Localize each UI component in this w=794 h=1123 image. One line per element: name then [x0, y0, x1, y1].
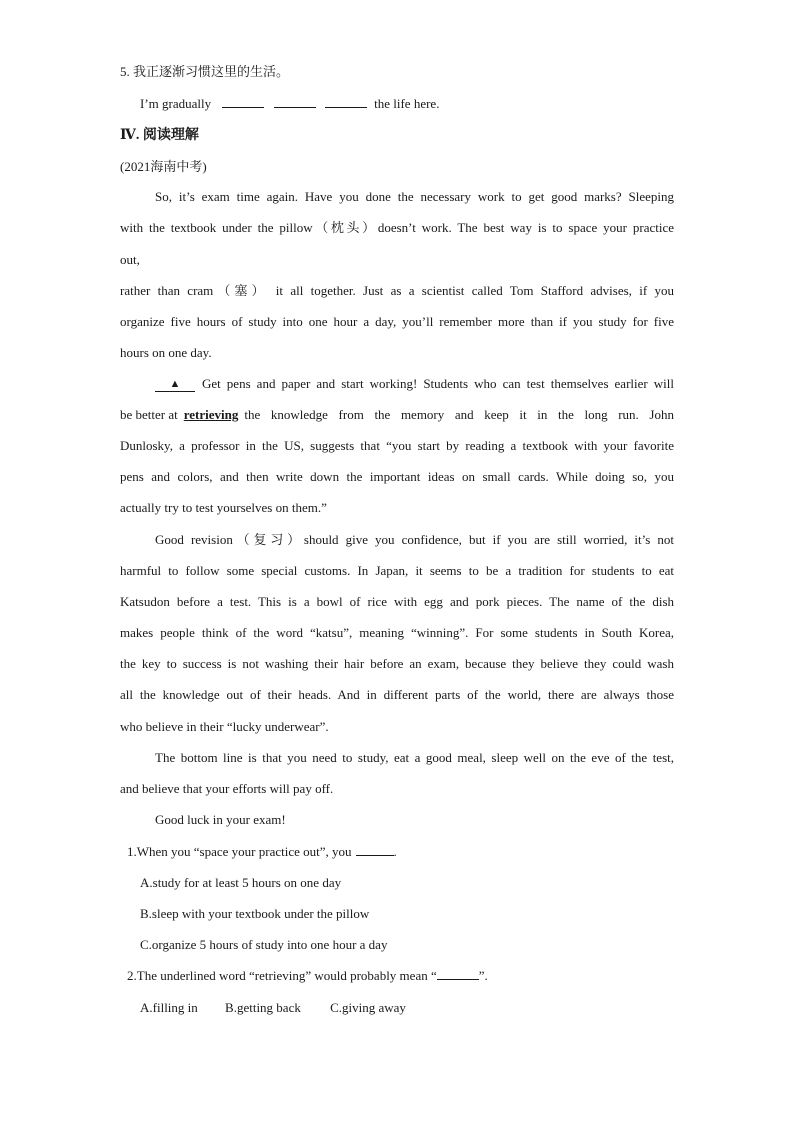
passage-line: Katsudon before a test. This is a bowl of rice with egg and pork pieces. The name of the dish	[120, 594, 674, 609]
question-2-option-c[interactable]: C.giving away	[330, 1000, 406, 1015]
passage-line: with the textbook under the pillow（枕头）doesn’t work. The best way is to space your practice	[120, 220, 674, 235]
question-text: .	[393, 844, 397, 859]
passage-line: Dunlosky, a professor in the US, suggests that “you start by reading a textbook with your favorite	[120, 438, 674, 453]
passage-line: and believe that your efforts will pay off.	[120, 781, 334, 796]
passage-line: The bottom line is that you need to study, eat a good meal, sleep well on the eve of the test,	[155, 750, 674, 765]
question-2-options	[140, 999, 406, 1017]
answer-blank[interactable]	[437, 967, 479, 980]
answer-blank-1[interactable]	[222, 95, 264, 108]
underlined-word: retrieving	[183, 407, 239, 422]
passage-line: Good luck in your exam!	[155, 812, 286, 827]
translation-prompt: 5. 我正逐渐习惯这里的生活。	[120, 64, 290, 79]
passage-line: out,	[120, 252, 140, 267]
translation-sentence	[140, 95, 439, 113]
question-text: 1.When you “space your practice out”, you	[127, 844, 352, 859]
passage-line: So, it’s exam time again. Have you done the necessary work to get good marks? Sleeping	[155, 189, 674, 204]
passage-line: organize five hours of study into one hour a day, you’ll remember more than if you study for five	[120, 314, 674, 329]
question-text: 2.The underlined word “retrieving” would probably mean “	[127, 968, 437, 983]
question-2-stem	[127, 967, 488, 985]
source-label: (2021海南中考)	[120, 159, 207, 174]
question-1-option-a[interactable]: A.study for at least 5 hours on one day	[140, 875, 342, 890]
question-1-option-c[interactable]: C.organize 5 hours of study into one hour a day	[140, 937, 388, 952]
question-text: ”.	[478, 968, 488, 983]
passage-line: the key to success is not washing their hair before an exam, because they believe they could wash	[120, 656, 674, 671]
passage-line: pens and colors, and then write down the important ideas on small cards. While doing so, you	[120, 469, 674, 484]
question-2-option-b[interactable]: B.getting back	[225, 1000, 301, 1015]
answer-blank-3[interactable]	[325, 95, 367, 108]
answer-blank-2[interactable]	[274, 95, 316, 108]
sentence-end: the life here.	[374, 96, 440, 111]
section-heading: Ⅳ. 阅读理解	[120, 128, 199, 143]
passage-line: harmful to follow some special customs. In Japan, it seems to be a tradition for students to eat	[120, 563, 674, 578]
passage-line: Good revision（复习）should give you confidence, but if you are still worried, it’s not	[155, 532, 674, 547]
question-1-option-b[interactable]: B.sleep with your textbook under the pillow	[140, 906, 370, 921]
passage-line: all the knowledge out of their heads. And in different parts of the world, there are always those	[120, 687, 674, 702]
passage-text: Get pens and paper and start working! Students who can test themselves earlier will	[202, 376, 674, 391]
passage-line: rather than cram（塞） it all together. Just as a scientist called Tom Stafford advises, if you	[120, 283, 674, 298]
passage-line: who believe in their “lucky underwear”.	[120, 719, 329, 734]
passage-line: hours on one day.	[120, 345, 212, 360]
answer-blank[interactable]	[356, 843, 394, 856]
passage-line	[155, 375, 674, 393]
passage-line: actually try to test yourselves on them.”	[120, 500, 327, 515]
passage-line: makes people think of the word “katsu”, meaning “winning”. For some students in South Korea,	[120, 625, 674, 640]
passage-text: be better at	[120, 407, 178, 422]
question-2-option-a[interactable]: A.filling in	[140, 1000, 198, 1015]
question-1-stem	[127, 843, 397, 861]
passage-line	[120, 406, 674, 424]
passage-text: the knowledge from the memory and keep it in the long run. John	[244, 407, 674, 422]
missing-sentence-blank[interactable]: ▲	[155, 377, 195, 392]
sentence-start: I’m gradually	[140, 96, 212, 111]
